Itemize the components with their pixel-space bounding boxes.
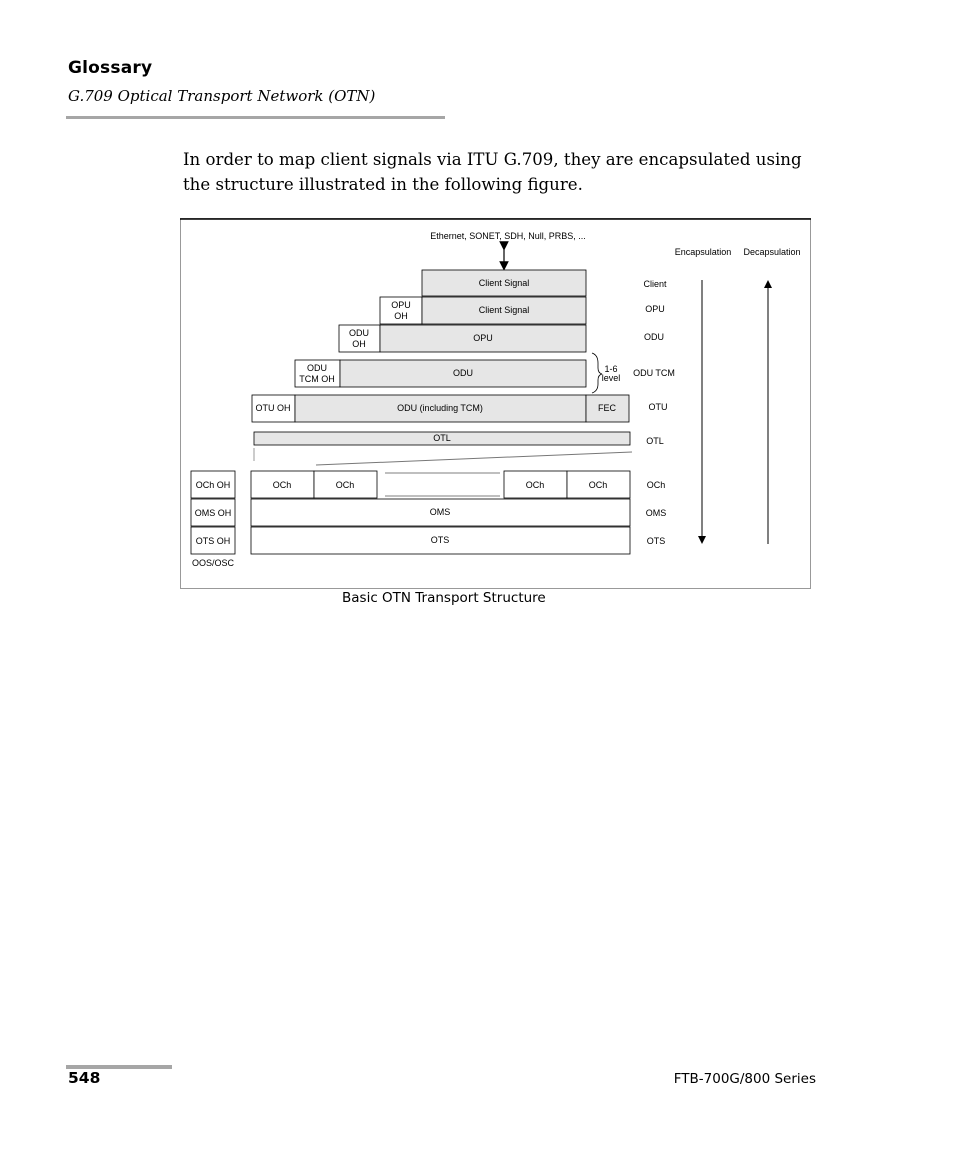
figure-caption: Basic OTN Transport Structure: [342, 590, 546, 606]
product-series: FTB-700G/800 Series: [673, 1071, 816, 1087]
tcm-level-label-line1: 1-6: [604, 364, 618, 374]
layer-label-och: OCh: [646, 480, 666, 490]
odu-tcm-oh-label-line1: ODU: [307, 363, 327, 373]
odu-opu-label: OPU: [473, 333, 493, 343]
client-signal-label: Client Signal: [478, 278, 530, 288]
oms-label: OMS: [429, 507, 451, 517]
odu-tcm-oh-label-line2: TCM OH: [299, 374, 335, 384]
ots-label: OTS: [430, 535, 450, 545]
odu-oh-label-line2: OH: [352, 339, 366, 349]
opu-oh-label-line1: OPU: [391, 300, 411, 310]
intro-paragraph: In order to map client signals via ITU G.709, they are encapsulated using the structure illustrated in the following figure.: [183, 150, 802, 194]
oos-osc-label: OOS/OSC: [191, 558, 235, 568]
subsection-title: G.709 Optical Transport Network (OTN): [68, 87, 376, 105]
odu-including-tcm-label: ODU (including TCM): [397, 403, 483, 413]
odu-tcm-odu-label: ODU: [453, 368, 473, 378]
layer-label-otl: OTL: [646, 436, 664, 446]
opu-client-signal-label: Client Signal: [478, 305, 530, 315]
och-label-1: OCh: [272, 480, 292, 490]
layer-label-otu: OTU: [648, 402, 668, 412]
och-label-2: OCh: [335, 480, 355, 490]
och-label-3: OCh: [525, 480, 545, 490]
otu-oh-label: OTU OH: [255, 403, 291, 413]
fec-label: FEC: [598, 403, 616, 413]
page-number: 548: [68, 1069, 101, 1087]
otn-structure-diagram: [180, 218, 811, 589]
layer-label-odu-tcm: ODU TCM: [633, 368, 675, 378]
decapsulation-label: Decapsulation: [743, 247, 801, 257]
tcm-level-label-line2: level: [601, 373, 621, 383]
odu-oh-label-line1: ODU: [349, 328, 369, 338]
layer-label-opu: OPU: [645, 304, 665, 314]
layer-label-oms: OMS: [645, 508, 667, 518]
och-label-4: OCh: [588, 480, 608, 490]
oms-oh-label: OMS OH: [194, 508, 232, 518]
och-oh-label: OCh OH: [195, 480, 231, 490]
opu-oh-label-line2: OH: [394, 311, 408, 321]
layer-label-odu: ODU: [644, 332, 664, 342]
section-title: Glossary: [68, 58, 153, 78]
ots-oh-label: OTS OH: [195, 536, 231, 546]
layer-label-client: Client: [643, 279, 667, 289]
header-divider: [66, 116, 445, 119]
otl-label: OTL: [433, 433, 451, 443]
layer-label-ots: OTS: [646, 536, 666, 546]
encapsulation-label: Encapsulation: [674, 247, 732, 257]
client-types-label: Ethernet, SONET, SDH, Null, PRBS, ...: [430, 231, 586, 241]
otn-structure-figure: [180, 218, 811, 589]
